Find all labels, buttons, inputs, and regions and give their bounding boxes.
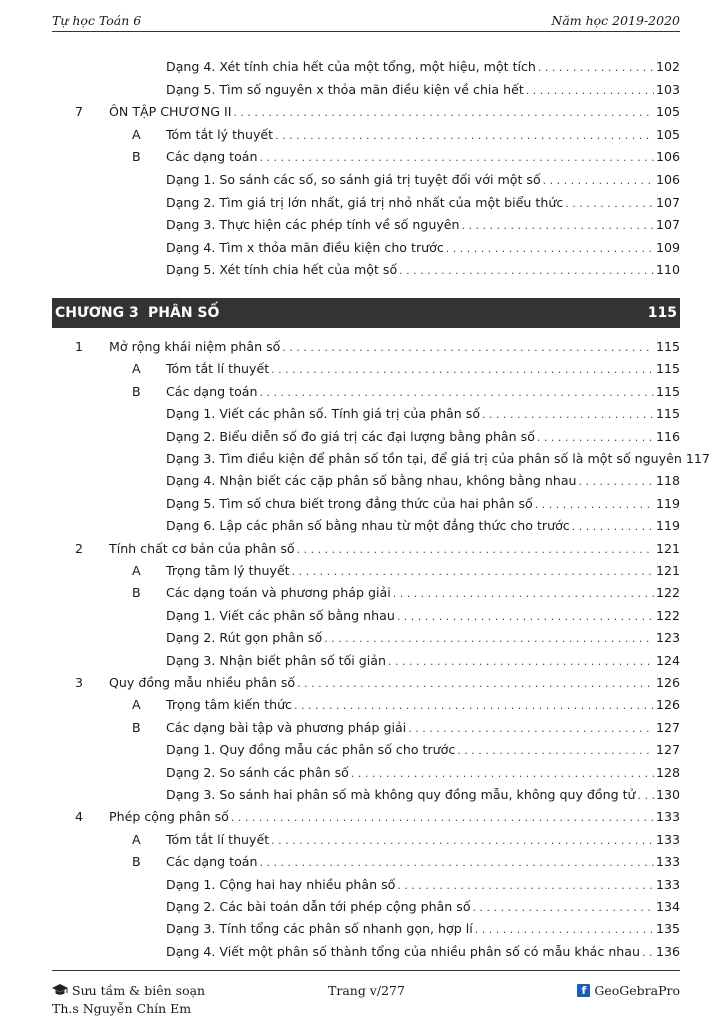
toc-leader-dots	[482, 404, 654, 426]
toc-page-number: 123	[655, 630, 680, 646]
toc-row[interactable]	[52, 874, 680, 896]
toc-entry[interactable]	[166, 605, 680, 628]
toc-leader-dots	[638, 785, 654, 807]
toc-entry[interactable]	[166, 762, 680, 785]
toc-row[interactable]	[52, 79, 680, 101]
toc-entry-label: Dạng 2. Rút gọn phân số	[166, 630, 323, 646]
toc-leader-dots	[259, 147, 653, 169]
toc-leader-dots	[642, 942, 654, 964]
toc-entry-label: Dạng 2. Các bài toán dẫn tới phép cộng phân số	[166, 899, 471, 914]
toc-entry[interactable]	[166, 829, 680, 852]
toc-entry[interactable]	[166, 259, 680, 282]
toc-entry[interactable]	[166, 515, 680, 538]
toc-page-number: 102	[655, 59, 680, 74]
toc-row[interactable]	[52, 169, 680, 191]
toc-leader-dots	[446, 238, 654, 260]
toc-page-number: 127	[655, 742, 680, 758]
toc-subsection-letter: B	[132, 719, 141, 735]
toc-entry[interactable]	[166, 192, 680, 215]
toc-entry-label: Dạng 5. Tìm số nguyên x thỏa mãn điều kiện về chia hết	[166, 81, 524, 97]
toc-row[interactable]	[52, 493, 680, 515]
toc-entry[interactable]	[166, 627, 680, 650]
toc-page-number: 121	[655, 540, 680, 556]
toc-leader-dots	[393, 583, 654, 605]
toc-page-number: 115	[655, 383, 680, 399]
toc-section-number: 4	[75, 809, 84, 825]
toc-entry[interactable]	[166, 650, 680, 673]
page-header	[52, 10, 680, 32]
toc-leader-dots	[473, 897, 654, 919]
toc-entry-label: Dạng 1. So sánh các số, so sánh giá trị tuyệt đối với một số	[166, 172, 541, 187]
toc-leader-dots	[275, 125, 654, 147]
toc-page-number: 133	[655, 854, 680, 870]
toc-entry[interactable]	[109, 336, 680, 359]
header-book-title: Tự học Toán 6	[52, 13, 142, 28]
toc-entry-label: Dạng 1. Quy đồng mẫu các phân số cho trước	[166, 742, 456, 758]
toc-leader-dots	[282, 337, 654, 359]
toc-row[interactable]	[52, 470, 680, 492]
toc-subsection-letter: B	[132, 854, 141, 870]
toc-row[interactable]	[52, 627, 680, 649]
toc-page-number: 107	[655, 194, 680, 210]
toc-subsection-letter: A	[132, 831, 141, 847]
toc-entry[interactable]	[166, 694, 680, 717]
toc-entry[interactable]	[166, 582, 680, 605]
toc-entry-label: Dạng 3. Thực hiện các phép tính về số nguyên	[166, 217, 460, 233]
toc-row[interactable]	[52, 403, 680, 425]
toc-entry-label: Dạng 5. Xét tính chia hết của một số	[166, 262, 398, 278]
toc-subsection-letter: B	[132, 149, 141, 165]
footer-page-number: Trang v/277	[328, 983, 405, 998]
toc-row[interactable]	[52, 806, 680, 828]
toc-entry[interactable]	[166, 426, 680, 449]
toc-page-number: 106	[655, 149, 680, 165]
toc-row[interactable]	[52, 605, 680, 627]
toc-page-number: 109	[655, 239, 680, 255]
toc-entry-label: Các dạng toán và phương pháp giải	[166, 585, 391, 601]
toc-leader-dots	[537, 427, 654, 449]
toc-page-number: 122	[655, 585, 680, 601]
toc-entry[interactable]	[166, 56, 680, 79]
toc-entry[interactable]	[166, 784, 680, 807]
toc-row[interactable]	[52, 237, 680, 259]
toc-leader-dots	[457, 740, 654, 762]
toc-row[interactable]	[52, 851, 680, 873]
toc-entry-label: Dạng 1. Viết các phân số. Tính giá trị của phân số	[166, 406, 481, 422]
toc-subsection-letter: B	[132, 383, 141, 399]
toc-entry-label: Quy đồng mẫu nhiều phân số	[109, 675, 296, 690]
toc-entry-label: Các dạng toán	[166, 854, 258, 870]
toc-page-number: 116	[655, 428, 680, 444]
toc-page-number: 105	[655, 104, 680, 120]
toc-entry-label: Dạng 4. Tìm x thỏa mãn điều kiện cho trước	[166, 239, 444, 255]
toc-page-number: 130	[655, 787, 680, 802]
toc-entry[interactable]	[166, 493, 680, 516]
toc-entry-label: Dạng 3. So sánh hai phân số mà không quy đồng mẫu, không quy đồng tử	[166, 787, 636, 802]
page-footer	[52, 970, 680, 1021]
toc-row[interactable]	[52, 101, 680, 123]
footer-group-name: GeoGebraPro	[594, 983, 680, 998]
toc-entry[interactable]	[109, 806, 680, 829]
chapter-heading[interactable]	[52, 298, 680, 328]
toc-entry-label: Trọng tâm lý thuyết	[166, 563, 290, 578]
toc-row[interactable]	[52, 784, 680, 806]
toc-leader-dots	[292, 561, 654, 583]
toc-leader-dots	[538, 57, 654, 79]
toc-section-number: 3	[75, 675, 84, 690]
toc-row[interactable]	[52, 146, 680, 168]
toc-page-number: 115	[655, 339, 680, 354]
toc-section-number: 7	[75, 104, 84, 120]
toc-leader-dots	[543, 170, 654, 192]
toc-page-number: 115	[655, 406, 680, 422]
toc-entry-label: Dạng 5. Tìm số chưa biết trong đẳng thức của hai phân số	[166, 495, 533, 511]
toc-leader-dots	[233, 102, 654, 124]
toc-page-number: 106	[655, 172, 680, 187]
toc-leader-dots	[351, 763, 654, 785]
toc-leader-dots	[399, 260, 654, 282]
toc-entry-label: Dạng 3. Nhận biết phân số tối giản	[166, 652, 386, 668]
toc-page-number: 134	[655, 899, 680, 914]
toc-entry-label: Dạng 6. Lập các phân số bằng nhau từ một đẳng thức cho trước	[166, 518, 570, 534]
toc-row[interactable]	[52, 918, 680, 940]
toc-row[interactable]	[52, 259, 680, 281]
facebook-icon: f	[577, 984, 590, 997]
chapter-number: CHƯƠNG 3	[55, 305, 139, 321]
toc-entry-label: Dạng 1. Viết các phân số bằng nhau	[166, 607, 395, 623]
toc-row[interactable]	[52, 739, 680, 761]
toc-section-number: 2	[75, 540, 84, 556]
toc-entry-label: Các dạng bài tập và phương pháp giải	[166, 719, 407, 735]
toc-leader-dots	[388, 651, 654, 673]
toc-page-number: 133	[655, 876, 680, 892]
toc-row[interactable]	[52, 650, 680, 672]
toc-entry-label: Mở rộng khái niệm phân số	[109, 339, 281, 354]
toc-entry[interactable]	[166, 237, 680, 260]
toc-subsection-letter: A	[132, 563, 141, 578]
toc-row[interactable]	[52, 448, 710, 470]
toc-entry[interactable]	[166, 896, 680, 919]
toc-leader-dots	[397, 875, 654, 897]
toc-row[interactable]	[52, 381, 680, 403]
toc-subsection-letter: A	[132, 361, 141, 377]
toc-leader-dots	[297, 673, 654, 695]
toc-page-number: 107	[655, 217, 680, 233]
toc-entry-label: Dạng 4. Viết một phân số thành tổng của nhiều phân số có mẫu khác nhau	[166, 943, 640, 959]
toc-subsection-letter: B	[132, 585, 141, 601]
header-school-year: Năm học 2019-2020	[551, 13, 680, 28]
toc-entry[interactable]	[109, 101, 680, 124]
toc-page-number: 127	[655, 719, 680, 735]
toc-section-number: 1	[75, 339, 84, 354]
toc-leader-dots	[294, 695, 654, 717]
toc-row[interactable]	[52, 515, 680, 537]
toc-entry[interactable]	[166, 146, 680, 169]
toc-leader-dots	[475, 919, 654, 941]
toc-entry-label: Các dạng toán	[166, 383, 258, 399]
toc-entry-label: Các dạng toán	[166, 149, 258, 165]
toc-leader-dots	[271, 830, 654, 852]
toc-leader-dots	[297, 539, 654, 561]
toc-row[interactable]	[52, 214, 680, 236]
toc-subsection-letter: A	[132, 126, 141, 142]
toc-subsection-letter: A	[132, 697, 141, 713]
toc-entry-label: Tính chất cơ bản của phân số	[109, 540, 295, 556]
toc-entry[interactable]	[166, 941, 680, 964]
toc-entry-label: Dạng 2. Tìm giá trị lớn nhất, giá trị nhỏ nhất của một biểu thức	[166, 194, 564, 210]
toc-entry[interactable]	[166, 717, 680, 740]
toc-row[interactable]	[52, 426, 680, 448]
toc-entry-label: Dạng 1. Cộng hai hay nhiều phân số	[166, 876, 396, 892]
toc-entry[interactable]	[166, 851, 680, 874]
footer-author: Th.s Nguyễn Chín Em	[52, 1001, 192, 1016]
toc-row[interactable]	[52, 672, 680, 694]
toc-row[interactable]	[52, 717, 680, 739]
toc-entry[interactable]	[166, 358, 680, 381]
chapter-title: PHÂN SỐ	[148, 305, 220, 321]
toc-page-number: 135	[655, 921, 680, 937]
toc-row[interactable]	[52, 762, 680, 784]
toc-row[interactable]	[52, 829, 680, 851]
toc-row[interactable]	[52, 694, 680, 716]
toc-entry[interactable]	[166, 214, 680, 237]
toc-page-number: 136	[655, 943, 680, 959]
toc-row[interactable]	[52, 124, 680, 146]
toc-leader-dots	[408, 718, 654, 740]
toc-entry[interactable]	[166, 739, 680, 762]
toc-leader-dots	[259, 382, 653, 404]
toc-row[interactable]	[52, 336, 680, 358]
toc-page-number: 124	[655, 652, 680, 668]
toc-page-number: 118	[655, 473, 680, 489]
toc-page-number: 133	[655, 831, 680, 847]
toc-entry-label: Dạng 3. Tìm điều kiện để phân số tồn tại, để giá trị của phân số là một số nguyên	[166, 451, 682, 466]
toc-leader-dots	[535, 494, 654, 516]
toc-entry-label: Dạng 2. Biểu diễn số đo giá trị các đại lượng bằng phân số	[166, 428, 535, 444]
toc-entry-label: Trọng tâm kiến thức	[166, 697, 292, 713]
toc-entry-label: Dạng 2. So sánh các phân số	[166, 764, 349, 780]
toc-row[interactable]	[52, 896, 680, 918]
toc-page-number: 126	[655, 675, 680, 690]
toc-entry[interactable]	[166, 381, 680, 404]
toc-entry-label: ÔN TẬP CHƯƠNG II	[109, 104, 232, 120]
toc-page-number: 133	[655, 809, 680, 825]
toc-page-number: 110	[655, 262, 680, 278]
toc-leader-dots	[579, 471, 654, 493]
toc-entry[interactable]	[166, 448, 710, 471]
footer-compiler	[52, 983, 205, 998]
toc-entry-label: Tóm tắt lý thuyết	[166, 126, 274, 142]
toc-row[interactable]	[52, 941, 680, 963]
toc-page-number: 105	[655, 126, 680, 142]
toc-entry[interactable]	[166, 403, 680, 426]
toc-page-number: 126	[655, 697, 680, 713]
toc-entry[interactable]	[109, 672, 680, 695]
toc-page-number: 122	[655, 607, 680, 623]
toc-leader-dots	[259, 852, 653, 874]
footer-group[interactable]	[577, 983, 680, 998]
toc-entry-label: Tóm tắt lí thuyết	[166, 361, 270, 377]
toc-entry[interactable]	[166, 560, 680, 583]
toc-leader-dots	[572, 516, 654, 538]
toc-page-number: 103	[655, 81, 680, 97]
toc-entry[interactable]	[166, 169, 680, 192]
graduation-cap-icon	[52, 984, 68, 996]
toc-page-number: 128	[655, 764, 680, 780]
footer-compiler-label: Sưu tầm & biên soạn	[72, 983, 206, 998]
toc-leader-dots	[565, 193, 654, 215]
toc-entry[interactable]	[166, 470, 680, 493]
toc-entry-label: Phép cộng phân số	[109, 809, 229, 825]
toc-row[interactable]	[52, 56, 680, 78]
toc-entry[interactable]	[166, 124, 680, 147]
toc-entry[interactable]	[166, 874, 680, 897]
toc-leader-dots	[526, 80, 654, 102]
toc-row[interactable]	[52, 582, 680, 604]
toc-leader-dots	[462, 215, 654, 237]
toc-leader-dots	[397, 606, 654, 628]
toc-page-number: 119	[655, 518, 680, 534]
toc-leader-dots	[271, 359, 654, 381]
toc-entry-label: Dạng 3. Tính tổng các phân số nhanh gọn, hợp lí	[166, 921, 473, 937]
toc-leader-dots	[231, 807, 654, 829]
toc-leader-dots	[324, 628, 654, 650]
toc-page-number: 119	[655, 495, 680, 511]
toc-entry-label: Dạng 4. Nhận biết các cặp phân số bằng nhau, không bằng nhau	[166, 473, 577, 489]
toc-page-number: 115	[655, 361, 680, 377]
toc-row[interactable]	[52, 358, 680, 380]
toc-page-number: 117	[685, 451, 710, 466]
toc-entry[interactable]	[109, 538, 680, 561]
toc-entry[interactable]	[166, 79, 680, 102]
toc-row[interactable]	[52, 192, 680, 214]
toc-entry[interactable]	[166, 918, 680, 941]
toc-row[interactable]	[52, 560, 680, 582]
chapter-page: 115	[647, 305, 677, 321]
toc-row[interactable]	[52, 538, 680, 560]
toc-entry-label: Dạng 4. Xét tính chia hết của một tổng, một hiệu, một tích	[166, 59, 536, 74]
toc-page-number: 121	[655, 563, 680, 578]
toc-entry-label: Tóm tắt lí thuyết	[166, 831, 270, 847]
